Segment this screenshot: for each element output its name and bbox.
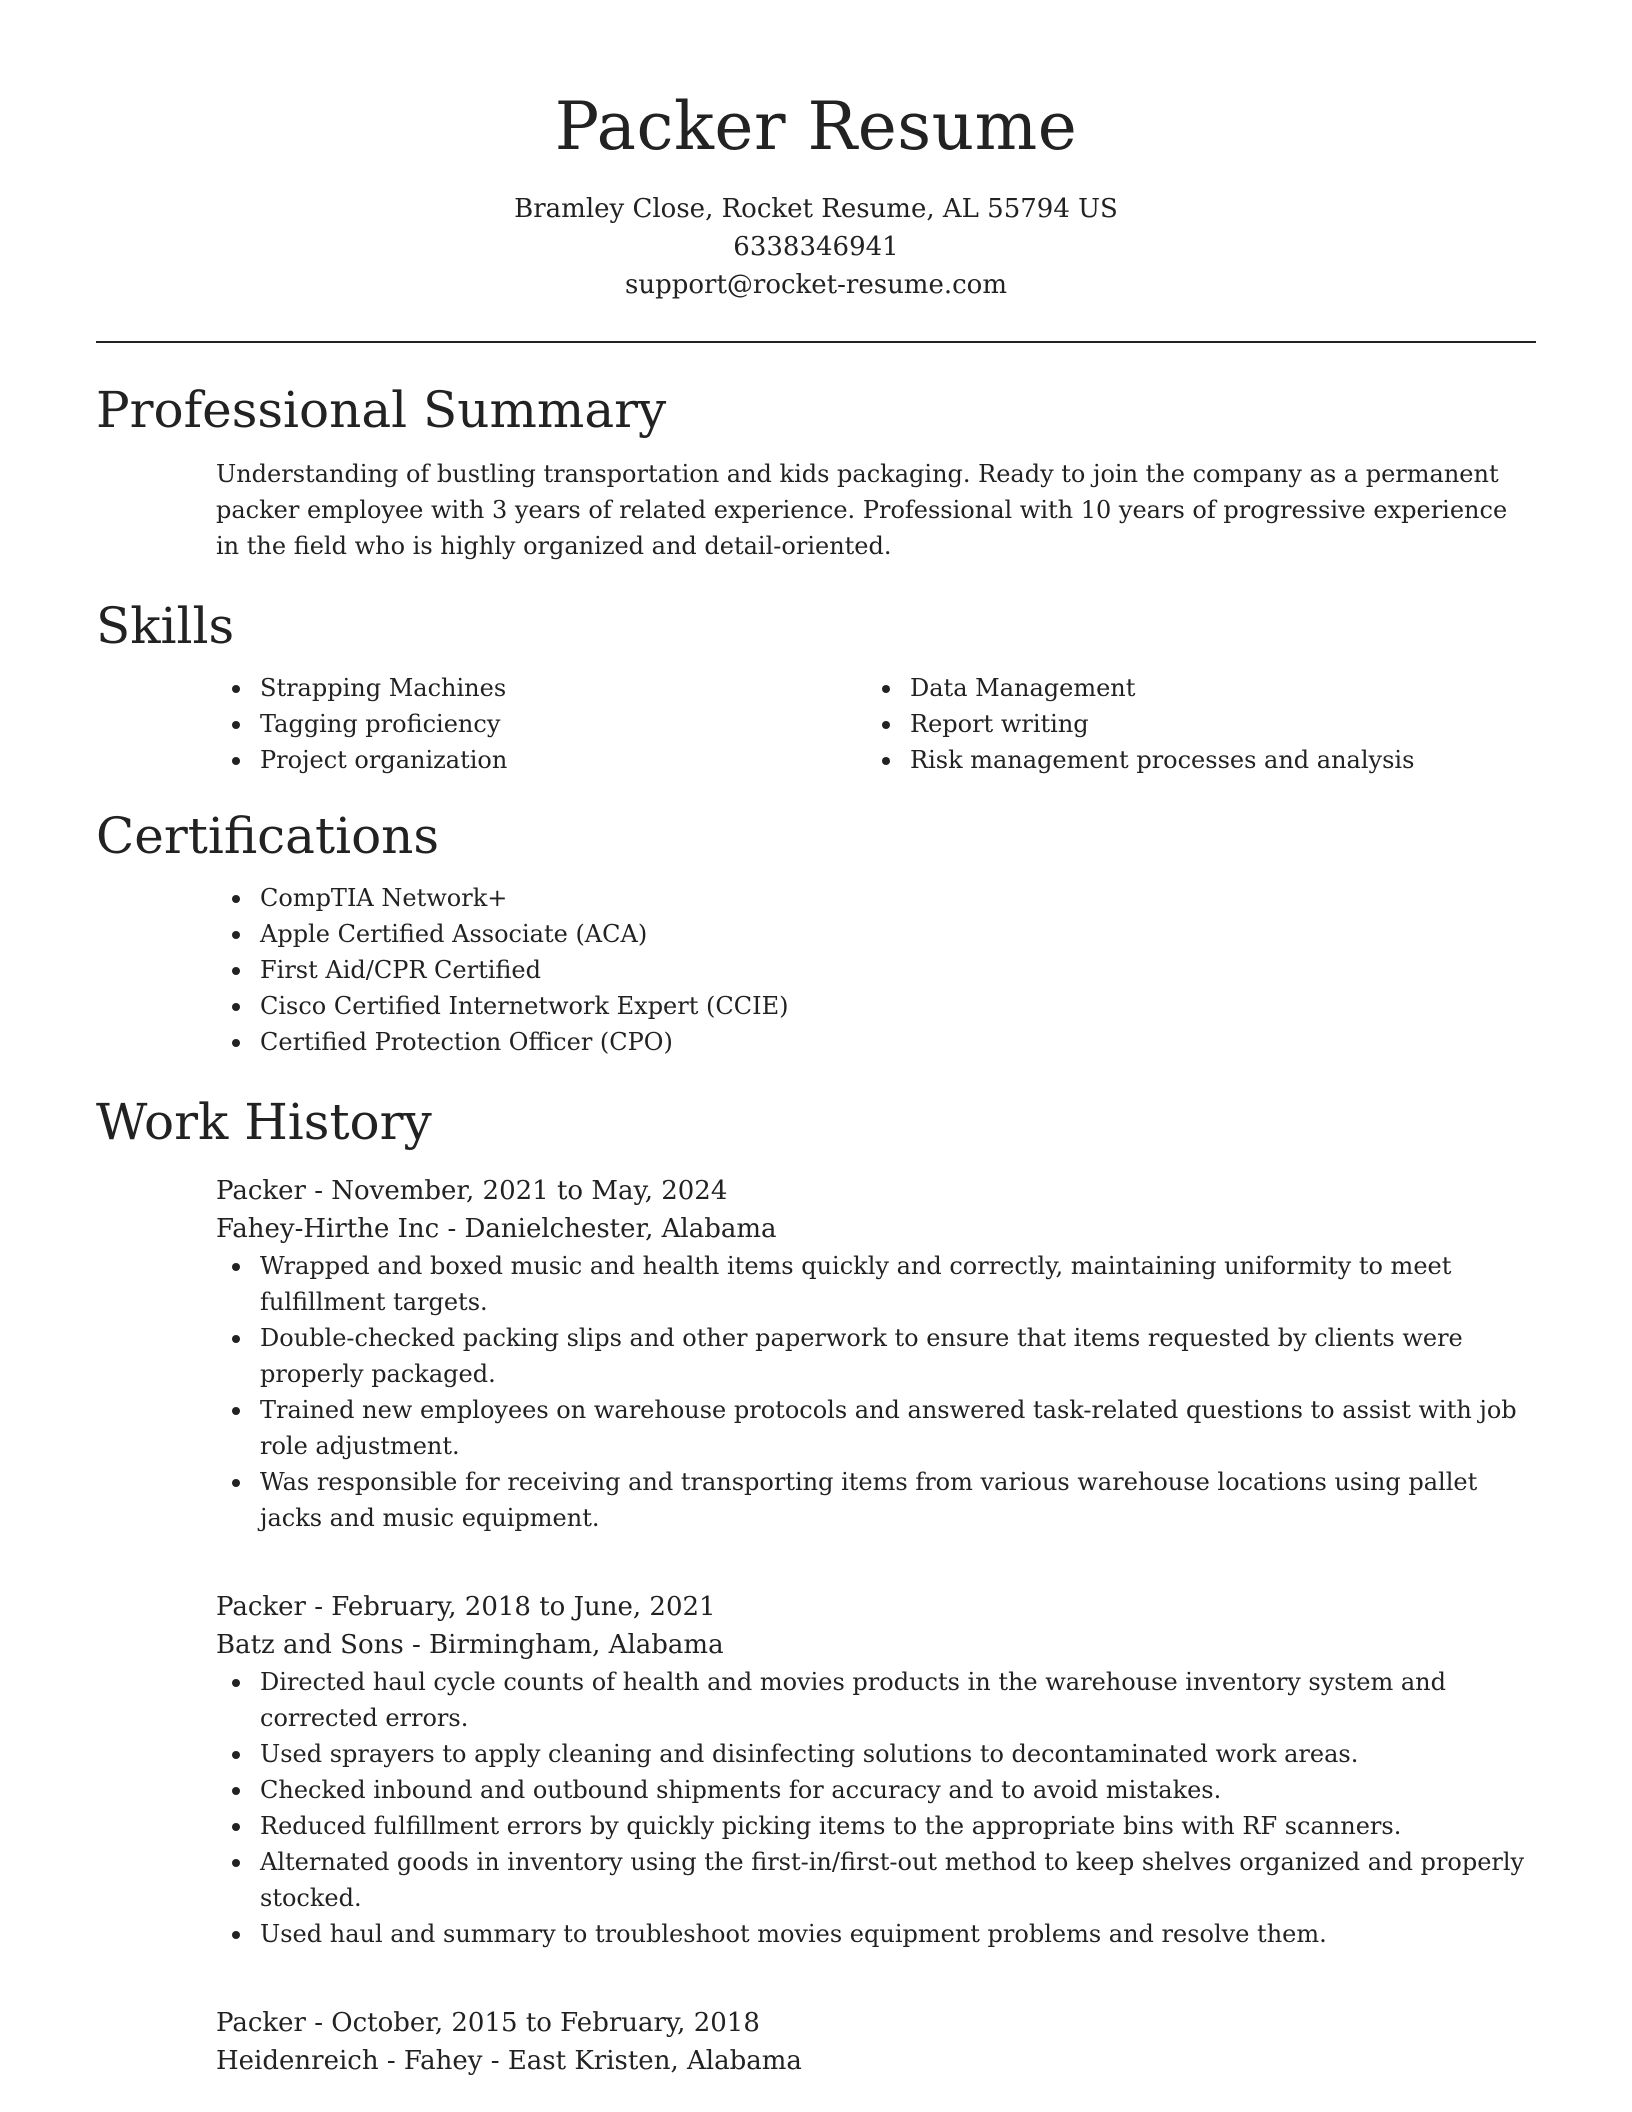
certification-item: Apple Certified Associate (ACA) bbox=[260, 916, 1536, 952]
contact-phone: 6338346941 bbox=[733, 232, 899, 262]
job-bullet: Trained new employees on warehouse protocols and answered task-related questions to assist with job role adjustment. bbox=[260, 1392, 1536, 1464]
job-role-line: Packer - November, 2021 to May, 2024 bbox=[216, 1176, 728, 1206]
certifications-list bbox=[216, 880, 1536, 1060]
summary-text: Understanding of bustling transportation and kids packaging. Ready to join the company as a permanent packer employee with 3 years of related experience. Professional with 10 years of progressive experience in the field who is highly organized and detail-oriented. bbox=[216, 460, 1508, 560]
job-bullet: Was responsible for receiving and transporting items from various warehouse locations using pallet jacks and music equipment. bbox=[260, 1464, 1536, 1536]
contact-address: Bramley Close, Rocket Resume, AL 55794 US bbox=[514, 194, 1118, 224]
job-bullet: Directed haul cycle counts of health and movies products in the warehouse inventory system and corrected errors. bbox=[260, 1664, 1536, 1736]
job-bullet: Checked inbound and outbound shipments for accuracy and to avoid mistakes. bbox=[260, 1772, 1536, 1808]
job-bullet: Alternated goods in inventory using the first-in/first-out method to keep shelves organized and properly stocked. bbox=[260, 1844, 1536, 1916]
skills-section bbox=[96, 594, 1536, 778]
certification-item: Certified Protection Officer (CPO) bbox=[260, 1024, 1536, 1060]
job-entry bbox=[96, 2004, 1536, 2080]
job-bullet-list bbox=[216, 1664, 1536, 1952]
contact-block bbox=[0, 190, 1632, 304]
skills-grid bbox=[216, 670, 1536, 778]
certification-item: CompTIA Network+ bbox=[260, 880, 1536, 916]
job-bullet: Used sprayers to apply cleaning and disinfecting solutions to decontaminated work areas. bbox=[260, 1736, 1536, 1772]
job-bullet: Reduced fulfillment errors by quickly picking items to the appropriate bins with RF scanners. bbox=[260, 1808, 1536, 1844]
certification-item: First Aid/CPR Certified bbox=[260, 952, 1536, 988]
job-entry bbox=[96, 1588, 1536, 1952]
skills-column-right bbox=[866, 670, 1516, 778]
skill-item: Data Management bbox=[910, 670, 1516, 706]
job-role-line: Packer - October, 2015 to February, 2018 bbox=[216, 2008, 760, 2038]
job-bullet-list bbox=[216, 1248, 1536, 1536]
certification-item: Cisco Certified Internetwork Expert (CCIE) bbox=[260, 988, 1536, 1024]
certifications-section bbox=[96, 804, 1536, 1060]
job-bullet: Used haul and summary to troubleshoot movies equipment problems and resolve them. bbox=[260, 1916, 1536, 1952]
skill-item: Strapping Machines bbox=[260, 670, 866, 706]
job-company-line: Fahey-Hirthe Inc - Danielchester, Alabama bbox=[216, 1214, 777, 1244]
resume-title: Packer Resume bbox=[554, 88, 1078, 165]
resume-header bbox=[0, 0, 1632, 304]
skill-item: Project organization bbox=[260, 742, 866, 778]
skills-heading: Skills bbox=[96, 597, 235, 655]
work-history-section bbox=[96, 1090, 1536, 1154]
work-history-heading: Work History bbox=[96, 1093, 432, 1151]
skill-item: Report writing bbox=[910, 706, 1516, 742]
job-entry bbox=[96, 1172, 1536, 1536]
job-bullet: Double-checked packing slips and other paperwork to ensure that items requested by clients were properly packaged. bbox=[260, 1320, 1536, 1392]
job-company-line: Batz and Sons - Birmingham, Alabama bbox=[216, 1630, 724, 1660]
skill-item: Tagging proficiency bbox=[260, 706, 866, 742]
job-company-line: Heidenreich - Fahey - East Kristen, Alabama bbox=[216, 2046, 802, 2076]
contact-email: support@rocket-resume.com bbox=[624, 270, 1007, 300]
skill-item: Risk management processes and analysis bbox=[910, 742, 1516, 778]
header-divider bbox=[96, 341, 1536, 343]
summary-section bbox=[96, 378, 1536, 564]
certifications-heading: Certifications bbox=[96, 807, 440, 865]
skills-column-left bbox=[216, 670, 866, 778]
job-role-line: Packer - February, 2018 to June, 2021 bbox=[216, 1592, 716, 1622]
job-bullet: Wrapped and boxed music and health items quickly and correctly, maintaining uniformity to meet fulfillment targets. bbox=[260, 1248, 1536, 1320]
summary-heading: Professional Summary bbox=[96, 381, 667, 439]
